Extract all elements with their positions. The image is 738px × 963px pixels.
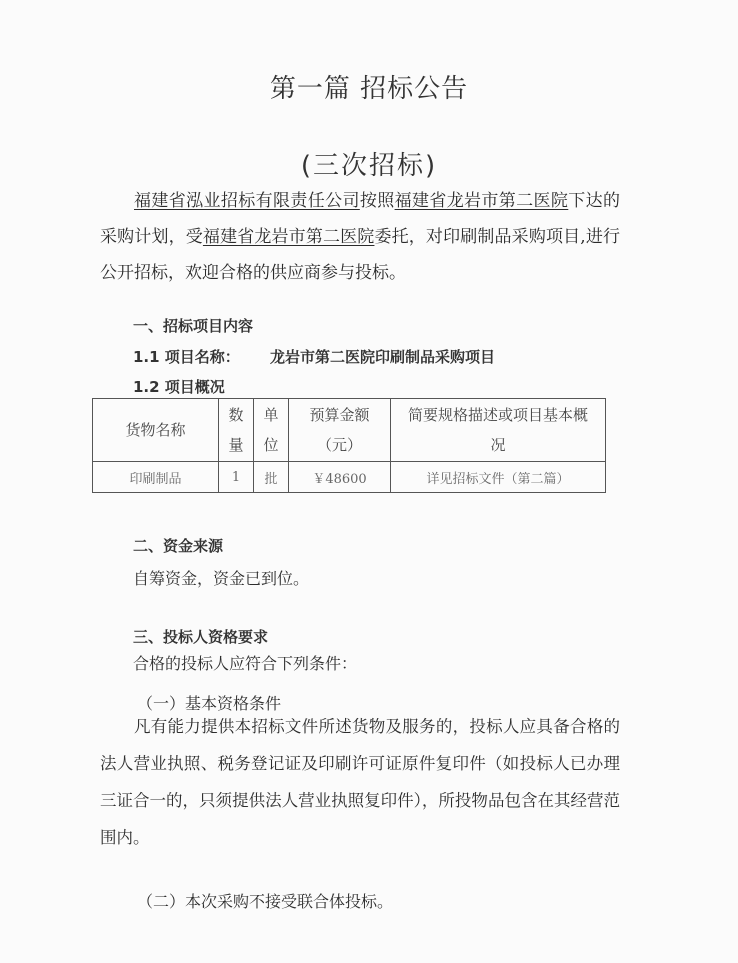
table-header-cell: 单位 [254, 399, 289, 462]
table-row [93, 462, 606, 493]
table-cell: 详见招标文件（第二篇） [391, 462, 606, 493]
table-header-cell: 预算金额（元） [289, 399, 391, 462]
purchaser-name-2: 福建省龙岩市第二医院 [202, 227, 375, 247]
intro-paragraph [100, 183, 620, 291]
section3-heading: 三、投标人资格要求 [133, 628, 269, 646]
section2-heading: 二、资金来源 [133, 537, 224, 555]
subsection2-text: （二）本次采购不接受联合体投标。 [137, 892, 394, 911]
table-cell: 批 [254, 462, 289, 493]
section1-heading: 一、招标项目内容 [133, 317, 254, 335]
agency-name: 福建省泓业招标有限责任公司 [134, 191, 360, 211]
intro-text-3: 委托，对印刷制品采购项目,进行公开招标，欢迎合格的供应商参与投标。 [100, 227, 621, 283]
subsection1-text: 凡有能力提供本招标文件所述货物及服务的，投标人应具备合格的法人营业执照、税务登记证及印刷许可证原件复印件（如投标人已办理三证合一的，只须提供法人营业执照复印件），所投物品包含在其经营范围内。 [100, 717, 620, 847]
intro-text-2: 下达的采购计划，受 [100, 191, 621, 247]
table-header-cell: 简要规格描述或项目基本概况 [391, 399, 606, 462]
page-title: 第一篇 招标公告 [269, 74, 469, 104]
subsection1-heading: （一）基本资格条件 [137, 694, 282, 713]
table-cell: ￥48600 [289, 462, 391, 493]
table-header-cell: 货物名称 [93, 399, 219, 462]
purchaser-name: 福建省龙岩市第二医院 [394, 191, 569, 211]
project-name-label: 1.1 项目名称： [133, 348, 240, 366]
project-overview-label: 1.2 项目概况 [133, 378, 225, 396]
table-cell: 1 [219, 462, 254, 493]
section3-lead: 合格的投标人应符合下列条件： [133, 654, 358, 673]
project-table [92, 398, 606, 493]
table-header-cell: 数量 [219, 399, 254, 462]
page-subtitle: (三次招标) [300, 151, 438, 181]
intro-text-1: 按照 [359, 191, 395, 211]
project-name-value: 龙岩市第二医院印刷制品采购项目 [270, 348, 496, 366]
table-cell: 印刷制品 [93, 462, 219, 493]
table-header-row [93, 399, 606, 462]
section2-text: 自筹资金，资金已到位。 [133, 569, 310, 588]
